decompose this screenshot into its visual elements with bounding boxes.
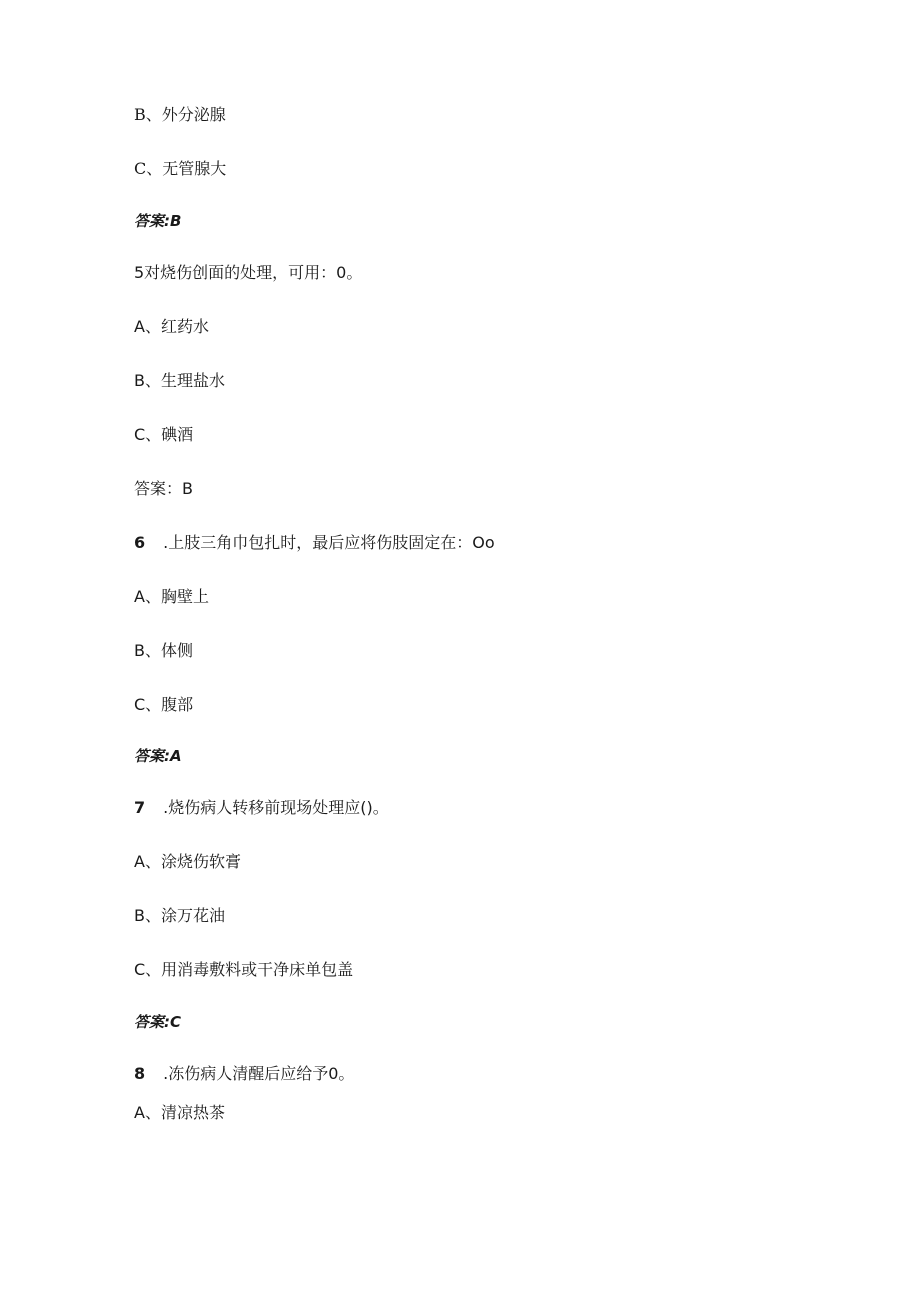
option-b-q5: B、生理盐水 bbox=[134, 371, 225, 390]
question-6 bbox=[134, 533, 495, 553]
option-a-q5: A、红药水 bbox=[134, 317, 209, 336]
answer-q4: 答案:B bbox=[134, 212, 182, 230]
answer-q6: 答案:A bbox=[134, 747, 182, 765]
option-b-q4: B、外分泌腺 bbox=[134, 105, 226, 124]
question-7 bbox=[134, 798, 389, 818]
option-a-q8: A、清凉热茶 bbox=[134, 1103, 225, 1122]
option-a-q7: A、涂烧伤软膏 bbox=[134, 852, 241, 871]
option-c-q4: C、无管腺大 bbox=[134, 159, 227, 178]
question-text: .上肢三角巾包扎时，最后应将伤肢固定在：Oo bbox=[163, 533, 495, 552]
question-8 bbox=[134, 1064, 354, 1084]
question-text: .冻伤病人清醒后应给予0。 bbox=[163, 1064, 355, 1083]
question-number: 6 bbox=[134, 533, 146, 552]
option-c-q6: C、腹部 bbox=[134, 695, 194, 714]
option-c-q7: C、用消毒敷料或干净床单包盖 bbox=[134, 960, 354, 979]
option-c-q5: C、碘酒 bbox=[134, 425, 194, 444]
question-number: 8 bbox=[134, 1064, 146, 1083]
question-number: 7 bbox=[134, 798, 146, 817]
answer-q5: 答案：B bbox=[134, 479, 193, 498]
answer-q7: 答案:C bbox=[134, 1013, 182, 1031]
option-b-q6: B、体侧 bbox=[134, 641, 193, 660]
option-a-q6: A、胸壁上 bbox=[134, 587, 209, 606]
question-5: 5对烧伤创面的处理，可用：0。 bbox=[134, 263, 363, 282]
question-text: .烧伤病人转移前现场处理应()。 bbox=[163, 798, 389, 817]
option-b-q7: B、涂万花油 bbox=[134, 906, 225, 925]
